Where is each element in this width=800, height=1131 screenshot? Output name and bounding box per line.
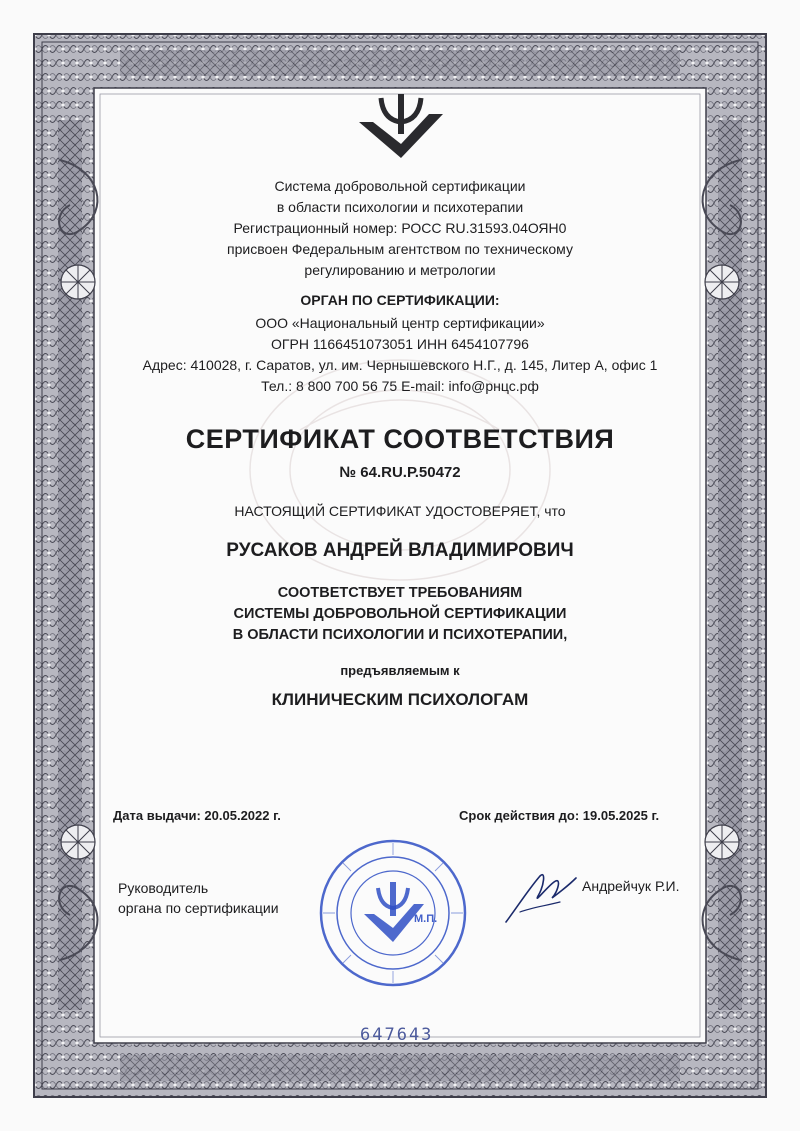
certificate-intro: НАСТОЯЩИЙ СЕРТИФИКАТ УДОСТОВЕРЯЕТ, что — [234, 503, 566, 519]
handwritten-signature-icon — [500, 862, 582, 928]
signer-role — [118, 878, 279, 918]
certificate-number: № 64.RU.Р.50472 — [339, 464, 461, 481]
certification-body-title: ОРГАН ПО СЕРТИФИКАЦИИ: — [300, 292, 500, 308]
target-profession: КЛИНИЧЕСКИМ ПСИХОЛОГАМ — [271, 690, 529, 709]
issuer-line: Регистрационный номер: РОСС RU.31593.04ОЯН0 — [233, 220, 567, 236]
requirements-block — [60, 583, 740, 646]
valid-until-date: Срок действия до: 19.05.2025 г. — [459, 808, 660, 823]
psi-logo-icon — [355, 92, 447, 162]
certification-body-line: Тел.: 8 800 700 56 75 E-mail: info@рнцс.рф — [261, 378, 539, 394]
requirements-line: В ОБЛАСТИ ПСИХОЛОГИИ И ПСИХОТЕРАПИИ, — [232, 627, 568, 643]
requirements-line: СООТВЕТСТВУЕТ ТРЕБОВАНИЯМ — [277, 585, 523, 601]
signer-role-line: органа по сертификации — [118, 900, 279, 916]
serial-number: 647643 — [360, 1025, 434, 1045]
certification-body-line: ОГРН 1166451073051 ИНН 6454107796 — [271, 336, 529, 352]
signer-role-line: Руководитель — [118, 880, 209, 896]
issuer-block — [100, 176, 700, 281]
issuer-line: регулированию и метрологии — [304, 262, 496, 278]
certificate-holder-name: РУСАКОВ АНДРЕЙ ВЛАДИМИРОВИЧ — [226, 540, 574, 561]
issuer-line: в области психологии и психотерапии — [276, 199, 524, 215]
presented-to-label: предъявляемым к — [340, 663, 460, 678]
certificate-title: СЕРТИФИКАТ СООТВЕТСТВИЯ — [185, 424, 615, 454]
issuer-line: присвоен Федеральным агентством по техническому — [227, 241, 573, 257]
svg-text:М.П.: М.П. — [414, 913, 438, 925]
signer-name: Андрейчук Р.И. — [582, 878, 680, 894]
certification-body-line: Адрес: 410028, г. Саратов, ул. им. Чернышевского Н.Г., д. 145, Литер А, офис 1 — [142, 357, 658, 373]
issue-date: Дата выдачи: 20.05.2022 г. — [113, 808, 281, 823]
requirements-line: СИСТЕМЫ ДОБРОВОЛЬНОЙ СЕРТИФИКАЦИИ — [233, 606, 567, 622]
certification-body-details — [60, 313, 740, 397]
certification-body-line: ООО «Национальный центр сертификации» — [255, 315, 545, 331]
official-seal-icon — [318, 838, 468, 988]
issuer-line: Система добровольной сертификации — [274, 178, 526, 194]
